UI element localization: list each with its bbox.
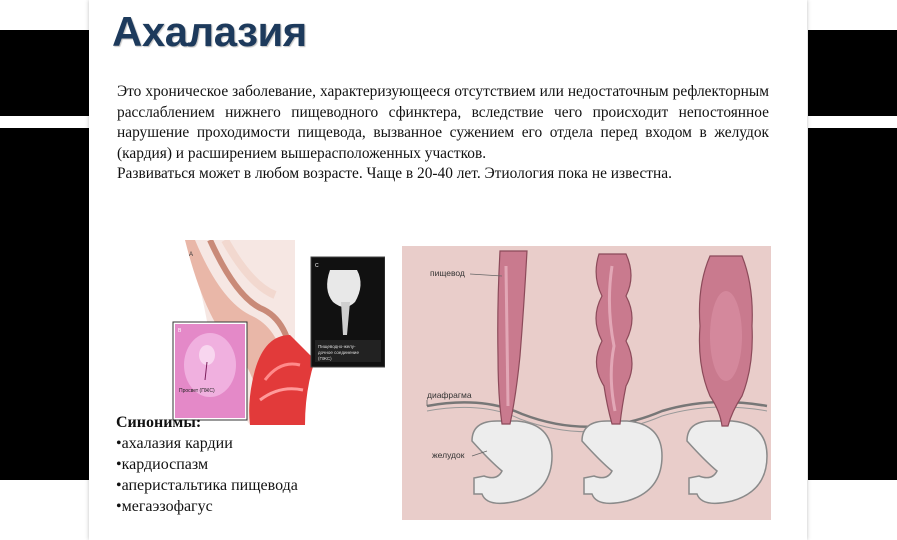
description-paragraph-2: Развиваться может в любом возрасте. Чаще в 20-40 лет. Этиология пока не известна.	[117, 165, 672, 182]
description-paragraph-1: Это хроническое заболевание, характеризующееся отсутствием или недостаточным рефлекторным расслаблением нижнего пищеводного сфинктера, вследствие чего происходит непостоянное нарушение проходимости пищевода, вызванное сужением его отдела перед входом в желудок (кардия) и расширением вышерасположенных участков.	[117, 83, 769, 162]
synonyms-heading: Синонимы:	[116, 414, 202, 431]
letterbox-right-bottom	[808, 128, 897, 480]
anatomy-figure	[155, 240, 385, 425]
panel-c-label-1: Пищеводно-желу-	[318, 344, 356, 349]
synonym-item: •кардиоспазм	[116, 456, 209, 473]
slide-title: Ахалазия	[112, 8, 307, 55]
label-stomach: желудок	[432, 450, 465, 460]
panel-c-label-3: (ПЖС)	[318, 356, 332, 361]
synonyms-list	[116, 412, 376, 517]
panel-b-label: Просвет (ПЖС)	[179, 388, 215, 394]
label-esophagus: пищевод	[430, 268, 465, 278]
letterbox-right-top	[808, 30, 897, 116]
panel-b-letter: В	[178, 328, 182, 334]
letterbox-left-top	[0, 30, 89, 116]
panel-a-letter: А	[189, 252, 194, 258]
slide	[89, 0, 807, 540]
label-diaphragm: диафрагма	[427, 390, 472, 400]
letterbox-left-bottom	[0, 128, 89, 480]
esophagus-stages-figure	[402, 246, 771, 520]
synonym-item: •ахалазия кардии	[116, 435, 233, 452]
description	[117, 82, 769, 185]
panel-c-label-2: дочное соединение	[318, 350, 359, 355]
synonym-item: •апериcтальтика пищевода	[116, 477, 298, 494]
panel-c-letter: С	[315, 263, 319, 269]
synonym-item: •мегаэзофагус	[116, 498, 213, 515]
